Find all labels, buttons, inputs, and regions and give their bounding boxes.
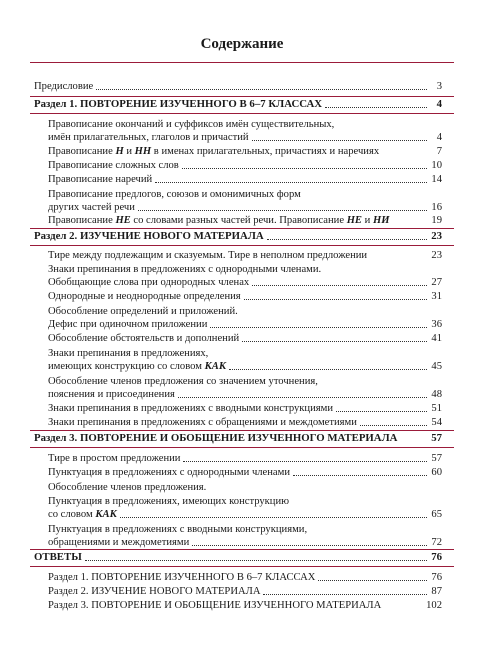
toc-entry-text: Раздел 3. ПОВТОРЕНИЕ И ОБОБЩЕНИЕ ИЗУЧЕННОГО МАТЕРИАЛА — [34, 432, 398, 444]
toc-entry-text: Раздел 3. ПОВТОРЕНИЕ И ОБОБЩЕНИЕ ИЗУЧЕННОГО МАТЕРИАЛА — [48, 600, 382, 611]
leader-dots — [96, 89, 427, 90]
toc-entry — [48, 571, 442, 584]
toc-entry-text: Предисловие — [34, 81, 94, 92]
toc-page-number: 36 — [431, 319, 442, 330]
leader-dots — [178, 397, 427, 398]
toc-entry-text: имеющих конструкцию со словом КАК — [48, 361, 227, 372]
toc-entry — [48, 249, 442, 262]
toc-entry-line: Пунктуация в предложениях, имеющих конструкцию — [48, 496, 290, 507]
rule-section — [30, 566, 454, 567]
leader-dots — [325, 107, 427, 108]
toc-entry-text: Знаки препинания в предложениях с обращениями и междометиями — [48, 417, 357, 428]
toc-entry-text: Тире между подлежащим и сказуемым. Тире в неполном предложении — [48, 250, 368, 261]
rule-section — [30, 447, 454, 448]
toc-entry-line: Правописание окончаний и суффиксов имён существительных, — [48, 119, 335, 130]
toc-page-number: 10 — [431, 160, 442, 171]
toc-entry-text: Раздел 2. ИЗУЧЕНИЕ НОВОГО МАТЕРИАЛА — [48, 586, 261, 597]
leader-dots — [244, 299, 427, 300]
toc-page-number: 7 — [436, 146, 442, 157]
toc-entry-text: Правописание наречий — [48, 174, 153, 185]
toc-entry-line: Обособление определений и приложений. — [48, 306, 238, 317]
toc-entry — [48, 360, 442, 373]
leader-dots — [263, 594, 427, 595]
toc-page-number: 54 — [431, 417, 442, 428]
toc-entry — [48, 599, 442, 612]
toc-entry-line: Обособление членов предложения со значением уточнения, — [48, 376, 318, 387]
rule-section — [30, 113, 454, 114]
toc-entry-text: Правописание НЕ со словами разных частей речи. Правописание НЕ и НИ — [48, 215, 390, 226]
toc-page-number: 16 — [431, 202, 442, 213]
toc-entry — [48, 332, 442, 345]
toc-entry-text: ОТВЕТЫ — [34, 551, 82, 563]
toc-page-number: 45 — [431, 361, 442, 372]
toc-section-2 — [34, 230, 442, 243]
toc-answers — [34, 551, 442, 564]
toc-page-number: 4 — [436, 98, 442, 110]
toc-entry-line: Знаки препинания в предложениях, — [48, 348, 209, 359]
toc-entry-line: Правописание предлогов, союзов и омонимичных форм — [48, 189, 301, 200]
toc-page-number: 57 — [431, 453, 442, 464]
toc-entry-text: Тире в простом предложении — [48, 453, 181, 464]
toc-entry — [48, 466, 442, 479]
toc-page-number: 3 — [436, 81, 442, 92]
toc-page-number: 41 — [431, 333, 442, 344]
toc-entry — [48, 402, 442, 415]
toc-entry-line: Пунктуация в предложениях с вводными конструкциями, — [48, 524, 308, 535]
leader-dots — [155, 182, 427, 183]
toc-entry-text: со словом КАК — [48, 509, 117, 520]
toc-entry — [48, 201, 442, 214]
leader-dots — [210, 327, 427, 328]
toc-entry-text: Правописание Н и НН в именах прилагательных, причастиях и наречиях — [48, 146, 380, 157]
toc-page-number: 23 — [431, 230, 442, 242]
toc-page-number: 65 — [431, 509, 442, 520]
toc-page-number: 51 — [431, 403, 442, 414]
toc-page-number: 57 — [431, 432, 442, 444]
toc-page-number: 76 — [431, 551, 442, 563]
toc-entry — [48, 508, 442, 521]
toc-entry — [48, 131, 442, 144]
leader-dots — [182, 168, 427, 169]
leader-dots — [85, 560, 427, 561]
leader-dots — [242, 341, 427, 342]
toc-page-number: 31 — [431, 291, 442, 302]
toc-page-number: 60 — [431, 467, 442, 478]
leader-dots — [252, 140, 427, 141]
toc-entry — [48, 536, 442, 549]
toc-entry-text: Обособление обстоятельств и дополнений — [48, 333, 240, 344]
rule-under-title — [30, 62, 454, 63]
leader-dots — [229, 369, 427, 370]
toc-page-number: 14 — [431, 174, 442, 185]
leader-dots — [318, 580, 427, 581]
toc-page-number: 48 — [431, 389, 442, 400]
toc-entry — [48, 290, 442, 303]
toc-entry-text: Пунктуация в предложениях с однородными членами — [48, 467, 291, 478]
toc-entry — [48, 416, 442, 429]
toc-entry — [48, 318, 442, 331]
toc-section-3 — [34, 432, 442, 445]
toc-entry-text: пояснения и присоединения — [48, 389, 175, 400]
leader-dots — [293, 475, 427, 476]
toc-entry — [48, 214, 442, 227]
toc-entry-text: Знаки препинания в предложениях с вводными конструкциями — [48, 403, 334, 414]
toc-entry-text: обращениями и междометиями — [48, 537, 190, 548]
toc-entry — [48, 388, 442, 401]
leader-dots — [267, 239, 427, 240]
toc-entry-line: Обособление членов предложения. — [48, 482, 207, 493]
toc-entry — [48, 173, 442, 186]
toc-page-number: 23 — [431, 250, 442, 261]
toc-page-number: 19 — [431, 215, 442, 226]
toc-page-number: 4 — [436, 132, 442, 143]
toc-entry-text: Раздел 1. ПОВТОРЕНИЕ ИЗУЧЕННОГО В 6–7 КЛАССАХ — [48, 572, 316, 583]
leader-dots — [192, 545, 427, 546]
leader-dots — [336, 411, 427, 412]
toc-entry-line: Знаки препинания в предложениях с однородными членами. — [48, 264, 322, 275]
rule-section — [30, 96, 454, 97]
toc-section-1 — [34, 98, 442, 111]
toc-entry-text: Дефис при одиночном приложении — [48, 319, 208, 330]
toc-entry — [48, 585, 442, 598]
toc-entry-text: Однородные и неоднородные определения — [48, 291, 241, 302]
toc-page-number: 76 — [431, 572, 442, 583]
toc-page-number: 102 — [426, 600, 442, 611]
toc-entry-text: Обобщающие слова при однородных членах — [48, 277, 250, 288]
rule-section — [30, 549, 454, 550]
toc-entry-text: других частей речи — [48, 202, 135, 213]
leader-dots — [252, 285, 427, 286]
leader-dots — [360, 425, 427, 426]
toc-entry-text: Правописание сложных слов — [48, 160, 179, 171]
toc-entry-text: имён прилагательных, глаголов и причастий — [48, 132, 249, 143]
leader-dots — [120, 517, 427, 518]
toc-entry — [48, 159, 442, 172]
toc-page-number: 72 — [431, 537, 442, 548]
toc-entry — [48, 276, 442, 289]
toc-page-number: 87 — [431, 586, 442, 597]
leader-dots — [183, 461, 427, 462]
rule-section — [30, 245, 454, 246]
page-title: Содержание — [200, 36, 284, 52]
toc-entry — [48, 452, 442, 465]
leader-dots — [138, 210, 427, 211]
toc-entry-text: Раздел 1. ПОВТОРЕНИЕ ИЗУЧЕННОГО В 6–7 КЛАССАХ — [34, 98, 323, 110]
toc-entry-preface — [34, 80, 442, 93]
toc-entry-text: Раздел 2. ИЗУЧЕНИЕ НОВОГО МАТЕРИАЛА — [34, 230, 264, 242]
toc-entry — [48, 145, 442, 158]
toc-page-number: 27 — [431, 277, 442, 288]
rule-section — [30, 430, 454, 431]
rule-section — [30, 228, 454, 229]
